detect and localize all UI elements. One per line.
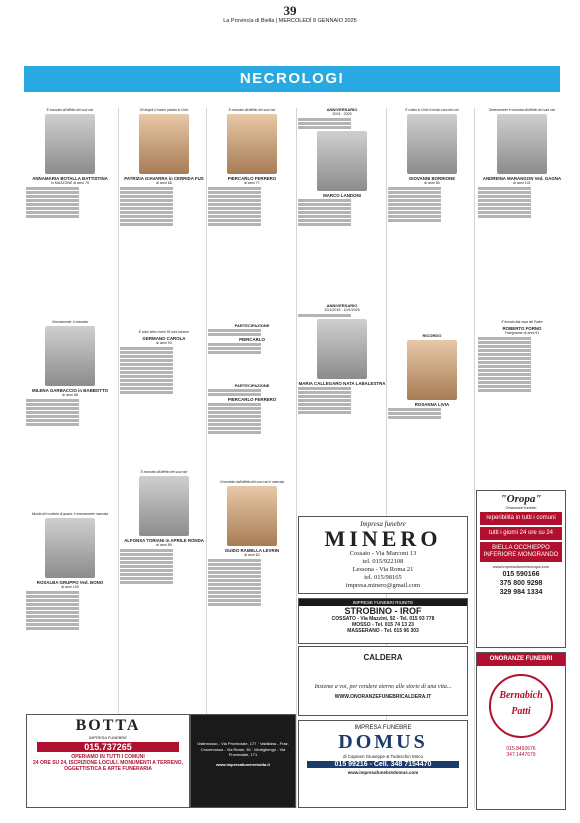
notice-heading: ANNIVERSARIO — [326, 303, 358, 308]
deceased-age: in MAZZONE di anni 75 — [51, 181, 89, 186]
notice-intro: È volato in Cielo il nostro caro dei cari — [405, 108, 459, 112]
section-header-band — [24, 66, 560, 92]
ad-intro: Onoranze funebri — [505, 505, 537, 510]
ad-phone: 015.737265 — [37, 742, 179, 752]
deceased-age: di anni 88 — [62, 393, 78, 398]
obituary-notice — [208, 108, 296, 227]
section-title: NECROLOGI — [239, 70, 345, 87]
notice-intro: Serenamente è mancata all'affetto dei suoi cari — [488, 108, 556, 112]
ad-address: Lessona - Via Roma 21 — [352, 566, 414, 573]
ad-email: impresa.minero@gmail.com — [345, 582, 421, 589]
deceased-photo — [45, 114, 95, 174]
ad-phone: 015.8492676 — [506, 746, 536, 752]
ad-intro: IMPRESE FUNEBRI RIUNITE — [299, 599, 467, 606]
ad-website: www.impresafunebrebotta.it — [216, 761, 270, 767]
obituary-notice — [208, 480, 296, 607]
ad-intro: Impresa funebre — [360, 520, 406, 528]
ad-caldera — [298, 646, 468, 716]
ad-address: COSSATO - Via Mazzini, 92 - Tel. 015 93 778 — [331, 616, 435, 622]
ad-phone: 347.1447679 — [506, 752, 536, 758]
ad-logo-seal: Bernabich Patti — [489, 674, 553, 738]
dateline: La Provincia di Biella | MERCOLEDÌ 8 GENNAIO 2025 — [223, 18, 357, 24]
obituary-notice — [120, 470, 208, 585]
ad-feature: reperibilità in tutti i comuni — [480, 512, 562, 525]
deceased-photo — [45, 326, 95, 386]
ad-intro: IMPRESA FUNEBRE — [88, 735, 127, 740]
deceased-name: ALFONSA TORIANI in APRILE RONDA — [124, 538, 204, 544]
notice-intro: Gli Angeli ci hanno portato in Cielo — [139, 108, 189, 112]
ad-phone: 329 984 1334 — [499, 589, 543, 596]
ad-phone: tel. 015/98165 — [364, 574, 402, 581]
notice-intro: È stato bello vivere 93 anni insieme — [138, 330, 190, 334]
deceased-name: ANDREINA MARANGON Ved. GAGNA — [482, 176, 562, 182]
deceased-name: ROSANNA LIVIA — [414, 402, 450, 408]
ad-feature: tutti i giorni 24 ore su 24 — [480, 527, 562, 540]
page-number: 39 — [283, 3, 297, 18]
deceased-photo — [227, 114, 277, 174]
ad-brand: DOMUS — [338, 731, 428, 753]
deceased-name: MARCO LANDONI — [323, 192, 361, 198]
deceased-photo — [407, 340, 457, 400]
ad-address: Cossato - Via Marconi 13 — [349, 550, 417, 557]
deceased-age: di anni 100 — [61, 585, 79, 590]
notice-heading: ANNIVERSARIO — [326, 107, 358, 112]
deceased-name: MARIA CALLEGARO NATA LABALESTRA — [298, 380, 386, 386]
deceased-name: PIERCARLO — [239, 337, 265, 343]
ad-phone: 375 800 9298 — [499, 580, 543, 587]
column-divider — [118, 108, 119, 808]
ad-brand: CALDERA — [363, 653, 403, 662]
ad-brand: BOTTA — [75, 717, 141, 734]
ad-phone: 015 590166 — [502, 571, 540, 578]
ad-feature: OPERIAMO IN TUTTI I COMUNI — [71, 754, 145, 760]
ad-phone: 015 99216 - Cell. 348 7154470 — [307, 761, 459, 768]
obituary-notice — [120, 108, 208, 227]
ad-website: www.impresafunebredomus.com — [347, 770, 419, 775]
ad-address: Vallemosso - Via Provinciale, 177 · Valdilana - Fraz. Crocemosso - Via Reale, 30 · Mortigliengo - Via Provinciale, 171 — [197, 741, 289, 757]
ad-feature: 24 ORE SU 24, ISCRIZIONE LOCULI, MONUMENTI A TERRENO, OGGETTISTICA E ARTE FUNERARIA — [33, 760, 183, 772]
ad-owners: di Capineri Giuseppe & Todeschin Mirco — [343, 754, 423, 759]
ad-website: www.impresafunebreoropa.com — [492, 564, 550, 569]
remembrance-notice — [388, 334, 476, 420]
deceased-name: PIERCARLO FERRERO — [227, 397, 277, 403]
obituary-notice — [26, 512, 114, 631]
notice-intro: È mancato all'affetto dei suoi cari — [140, 470, 188, 474]
ad-phone: MASSERANO - Tel. 015 96 303 — [347, 628, 419, 634]
notice-heading: PARTECIPAZIONE — [234, 383, 270, 388]
participation-notice — [208, 324, 296, 355]
ad-brand: STROBINO - IROF — [344, 606, 422, 616]
deceased-age: di anni 101 — [513, 181, 531, 186]
deceased-name: GUIDO RAMELLA LEVRIN — [224, 548, 280, 554]
notice-intro: È tornato alla casa del Padre — [501, 320, 543, 324]
deceased-photo — [45, 518, 95, 578]
ad-slogan: Insieme a voi, per rendere eterno alle storie di una vita... — [314, 684, 452, 690]
ad-intro: ONORANZE FUNEBRI — [477, 653, 565, 666]
ad-phone: MOSSO - Tel. 015 74 13 23 — [352, 622, 414, 628]
notice-intro: Munita del conforto di grazia, è serenamente mancata — [31, 512, 109, 516]
ad-bernabich — [476, 652, 566, 810]
participation-notice — [208, 384, 296, 435]
notice-intro: È mancato all'affetto dei suoi cari — [228, 108, 276, 112]
deceased-name: ROSALBA GRUPPO Ved. BONO — [36, 580, 104, 586]
ad-brand: MINERO — [324, 526, 442, 551]
deceased-age: di anni 77 — [244, 181, 260, 186]
deceased-photo — [497, 114, 547, 174]
deceased-photo — [317, 131, 367, 191]
deceased-name: ROBERTO FORNO — [502, 326, 542, 332]
notice-heading: PARTECIPAZIONE — [234, 323, 270, 328]
ad-oropa — [476, 490, 566, 648]
deceased-name: GIOVANNI BORRIONE — [408, 176, 456, 182]
anniversary-notice — [298, 108, 386, 227]
ad-brand: "Oropa" — [500, 493, 542, 505]
notice-intro: Circondato dall'affetto dei suoi cari è mancato — [219, 480, 285, 484]
deceased-name: PIERCARLO FERRERO — [227, 176, 277, 182]
deceased-name: MILENA GARBACCIO in BABBOTTO — [31, 388, 109, 394]
notice-intro: Serenamente, è mancata — [52, 320, 88, 324]
obituary-notice — [120, 330, 208, 395]
deceased-age: Falegname di anni 91 — [504, 331, 540, 336]
deceased-age: di anni 93 — [156, 341, 172, 346]
deceased-age: di anni 89 — [156, 543, 172, 548]
ad-minero — [298, 516, 468, 594]
deceased-photo — [317, 319, 367, 379]
ad-botta-addresses — [190, 714, 296, 808]
ad-intro: IMPRESA FUNEBRE — [354, 725, 412, 731]
deceased-age: di anni 62 — [244, 553, 260, 558]
deceased-name: ANNAMARIA BOTALLA BATTISTINA — [32, 176, 108, 182]
obituary-notice — [388, 108, 476, 223]
ad-domus — [298, 720, 468, 808]
deceased-name: GERMANO CAROLA — [142, 336, 186, 342]
obituary-notice — [478, 108, 566, 219]
anniversary-notice — [298, 304, 386, 415]
ad-locations: BIELLA OCCHIEPPO INFERIORE MONGRANDO — [480, 542, 562, 562]
deceased-photo — [139, 114, 189, 174]
column-divider — [296, 108, 297, 808]
notice-heading: RICORDO — [422, 333, 442, 338]
anniversary-dates: 10/1/2015 - 10/1/2025 — [324, 308, 360, 313]
notice-intro: È mancato all'affetto dei suoi cari — [46, 108, 94, 112]
deceased-age: di anni 68 — [156, 181, 172, 186]
obituary-notice — [26, 320, 114, 427]
ad-website: WWW.ONORANZEFUNEBRICALDERA.IT — [334, 694, 432, 700]
obituary-notice — [478, 320, 566, 393]
deceased-name: PATRIZIA GIAVARRA in CERRIDA FUS — [124, 176, 204, 182]
deceased-photo — [139, 476, 189, 536]
ad-botta — [26, 714, 190, 808]
deceased-photo — [227, 486, 277, 546]
anniversary-dates: 2024 - 2025 — [332, 112, 352, 117]
deceased-age: di anni 80 — [424, 181, 440, 186]
obituary-notice — [26, 108, 114, 219]
deceased-photo — [407, 114, 457, 174]
ad-phone: tel. 015/922108 — [362, 558, 404, 565]
ad-strobino — [298, 598, 468, 644]
